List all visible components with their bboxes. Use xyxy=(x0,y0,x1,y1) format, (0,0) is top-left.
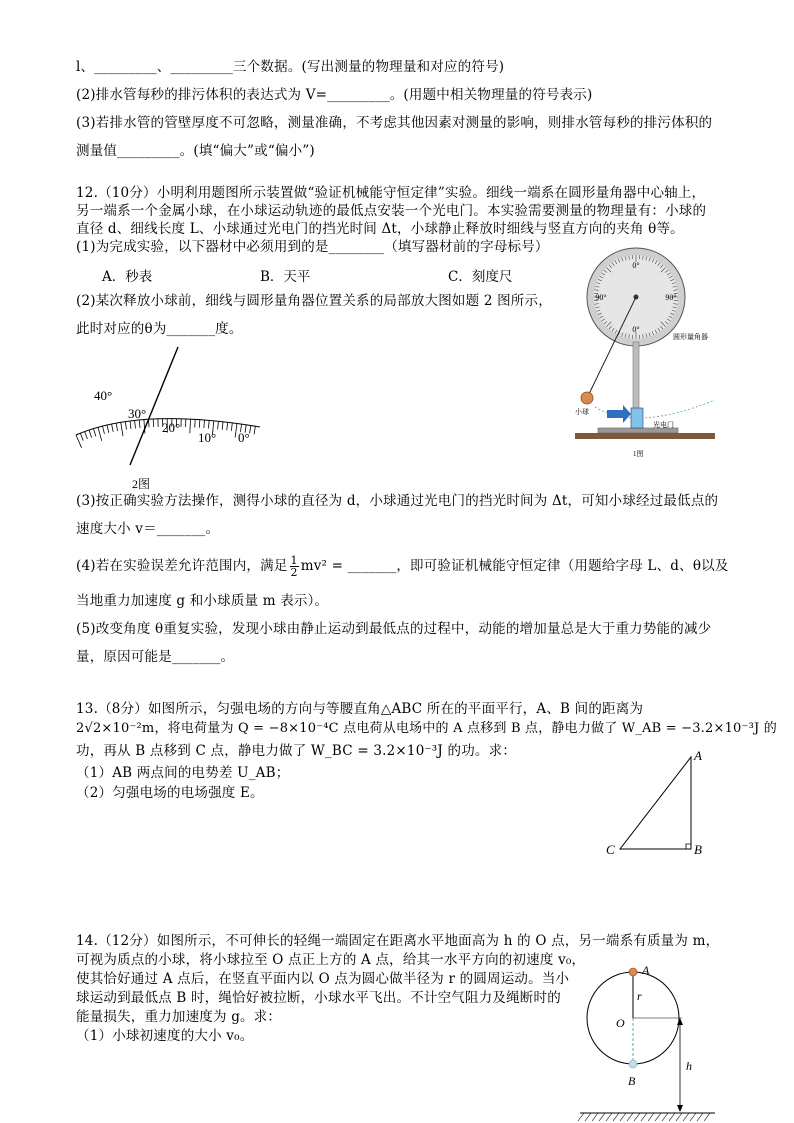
q12-line-9 xyxy=(76,555,729,578)
ball xyxy=(581,392,593,404)
ground-hatch xyxy=(697,1113,703,1121)
q14-line-5: 能量损失，重力加速度为 g。求： xyxy=(76,1009,282,1025)
scale-tick xyxy=(218,421,219,429)
scale-tick xyxy=(98,427,102,440)
label-o: O xyxy=(616,1016,625,1030)
label-a: A xyxy=(694,748,702,763)
protractor-caption: 圆形量角器 xyxy=(673,333,708,341)
scale-tick xyxy=(76,435,82,448)
ground-hatch xyxy=(704,1113,710,1121)
ball-label: 小球 xyxy=(575,408,589,416)
q12-line-1: 12.（10分）小明利用题图所示装置做“验证机械能守恒定律”实验。细线一端系在圆形量角器中心轴上， xyxy=(76,185,706,201)
q11-line-2: (2)排水管每秒的排污体积的表达式为 V=_________。(用题中相关物理量的符号表示) xyxy=(76,87,593,103)
q13-line-2: 2√2×10⁻²m，将电荷量为 Q = −8×10⁻⁴C 点电荷从电场中的 A 点移到 B 点，静电力做了 W_AB = −3.2×10⁻³J 的 xyxy=(76,721,777,736)
tick-label-20: 20° xyxy=(162,420,181,435)
q13-line-5: （2）匀强电场的电场强度 E。 xyxy=(76,785,264,801)
q14-line-6: （1）小球初速度的大小 v₀。 xyxy=(76,1028,254,1044)
scale-tick xyxy=(85,432,88,440)
protractor-detail-figure xyxy=(70,340,270,490)
ground-hatch xyxy=(669,1113,675,1121)
photogate-label: 光电门 xyxy=(653,421,674,429)
protractor-label-90-left: 90° xyxy=(595,293,607,302)
protractor-label-0-top: 0° xyxy=(632,261,640,270)
q12-line-5: (2)某次释放小球前，细线与圆形量角器位置关系的局部放大图如题 2 图所示， xyxy=(76,293,552,309)
triangle-figure xyxy=(600,745,720,860)
label-h: h xyxy=(686,1059,692,1073)
q14-line-4: 球运动到最低点 B 时，绳恰好被拉断，小球水平飞出。不计空气阻力及绳断时的 xyxy=(76,990,561,1006)
ball-at-a xyxy=(629,968,637,976)
scale-tick xyxy=(116,423,117,431)
ball-at-b xyxy=(629,1060,637,1068)
ground-hatch xyxy=(641,1113,647,1121)
q13-line-1: 13.（8分）如图所示，匀强电场的方向与等腰直角△ABC 所在的平面平行，A、B 间的距离为 xyxy=(76,701,644,717)
ground-hatch xyxy=(690,1113,696,1121)
scale-tick xyxy=(227,422,228,430)
scale-tick xyxy=(130,421,131,429)
circle-motion-figure xyxy=(570,960,720,1123)
ground-hatch xyxy=(655,1113,661,1121)
q14-line-3: 使其恰好通过 A 点后，在竖直平面内以 O 点为圆心做半径为 r 的圆周运动。当小 xyxy=(76,971,570,987)
ground-hatch xyxy=(592,1113,598,1121)
q12-line-3: 直径 d、细线长度 L、小球通过光电门的挡光时间 Δt，小球静止释放时细线与竖直方向的夹角 θ等。 xyxy=(76,221,684,237)
scale-tick xyxy=(80,433,83,440)
ground-hatch xyxy=(585,1113,591,1121)
q14-line-2: 可视为质点的小球，将小球拉至 O 点正上方的 A 点，给其一水平方向的初速度 v₀， xyxy=(76,952,586,968)
scale-tick xyxy=(235,424,237,438)
q11-line-3: (3)若排水管的管壁厚度不可忽略，测量准确，不考虑其他因素对测量的影响，则排水管每秒的排污体积的 xyxy=(76,115,713,131)
ground-hatch xyxy=(648,1113,654,1121)
scale-tick xyxy=(102,426,104,434)
fraction-half: $\frac{1}{2}$ xyxy=(290,554,298,579)
tick-label-10: 10° xyxy=(198,430,217,445)
q12-line-2: 另一端系一个金属小球，在小球运动轨迹的最低点安装一个光电门。本实验需要测量的物理量有：小球的 xyxy=(76,203,707,219)
label-b: B xyxy=(628,1074,636,1088)
scale-tick xyxy=(89,430,92,438)
triangle-abc xyxy=(620,757,691,849)
q12-option-c: C．刻度尺 xyxy=(448,269,513,285)
q13-line-3: 功，再从 B 点移到 C 点，静电力做了 W_BC = 3.2×10⁻³J 的功。求： xyxy=(76,743,517,759)
q13-line-4: （1）AB 两点间的电势差 U_AB； xyxy=(76,765,290,781)
q12-line-4: (1)为完成实验，以下器材中必须用到的是________（填写器材前的字母标号） xyxy=(76,239,549,255)
table-top xyxy=(575,433,715,439)
scale-tick xyxy=(107,425,109,433)
tick-label-30: 30° xyxy=(128,406,147,421)
scale-tick xyxy=(204,420,205,428)
ground-hatch xyxy=(613,1113,619,1121)
label-c: C xyxy=(606,842,615,857)
tick-label-40: 40° xyxy=(94,388,113,403)
scale-tick xyxy=(93,429,95,437)
photogate xyxy=(631,408,643,428)
q12-line-7: (3)按正确实验方法操作，测得小球的直径为 d，小球通过光电门的挡光时间为 Δt，可知小球经过最低点的 xyxy=(76,493,719,509)
q11-line-1: l、_________、_________三个数据。(写出测量的物理量和对应的符号) xyxy=(76,59,505,75)
ground-hatch xyxy=(627,1113,633,1121)
ground-hatch xyxy=(599,1113,605,1121)
q12-line-9-suffix: mv² = _______，即可验证机械能守恒定律（用题给字母 L、d、θ以及 xyxy=(300,558,729,574)
ground-hatch xyxy=(676,1113,682,1121)
scale-tick xyxy=(199,420,200,428)
q12-line-6: 此时对应的θ为_______度。 xyxy=(76,321,243,337)
scale-tick xyxy=(250,426,251,434)
apparatus-figure xyxy=(565,242,725,464)
q12-option-a: A．秒表 xyxy=(102,269,153,285)
scale-tick xyxy=(208,420,209,428)
q12-line-11: (5)改变角度 θ重复实验，发现小球由静止运动到最低点的过程中，动能的增加量总是大于重力势能的减少 xyxy=(76,621,712,637)
figure-1-caption: 1图 xyxy=(633,450,644,458)
figure-2-caption: 2图 xyxy=(132,477,151,490)
ground-hatch xyxy=(606,1113,612,1121)
scale-tick xyxy=(231,423,232,431)
ground-hatch xyxy=(683,1113,689,1121)
scale-tick xyxy=(125,422,126,430)
q12-line-8: 速度大小 v＝_______。 xyxy=(76,521,220,537)
scale-tick xyxy=(112,424,114,432)
q11-line-4: 测量值_________。(填“偏大”或“偏小”) xyxy=(76,143,315,159)
scale-tick xyxy=(254,426,255,434)
q12-line-9-prefix: (4)若在实验误差允许范围内，满足 xyxy=(76,558,288,574)
protractor-label-0-bottom: 0° xyxy=(632,325,640,334)
tick-label-0: 0° xyxy=(238,430,250,445)
scale-tick xyxy=(190,419,191,433)
label-b: B xyxy=(694,842,702,857)
label-r: r xyxy=(637,989,642,1003)
scale-tick xyxy=(135,420,136,428)
ground-hatch xyxy=(662,1113,668,1121)
protractor-label-90-right: 90° xyxy=(665,293,677,302)
scale-tick xyxy=(222,422,223,430)
label-a: A xyxy=(642,963,650,977)
q14-line-1: 14.（12分）如图所示，不可伸长的轻绳一端固定在距离水平地面高为 h 的 O 点，另一端系有质量为 m， xyxy=(76,933,720,949)
scale-tick xyxy=(139,420,140,428)
ground-hatch xyxy=(634,1113,640,1121)
ground-hatch xyxy=(620,1113,626,1121)
q12-line-12: 量，原因可能是_______。 xyxy=(76,649,235,665)
scale-tick xyxy=(121,422,123,436)
ground-hatch xyxy=(578,1113,584,1121)
q12-line-10: 当地重力加速度 g 和小球质量 m 表示）。 xyxy=(76,593,329,609)
q12-option-b: B．天平 xyxy=(260,269,311,285)
